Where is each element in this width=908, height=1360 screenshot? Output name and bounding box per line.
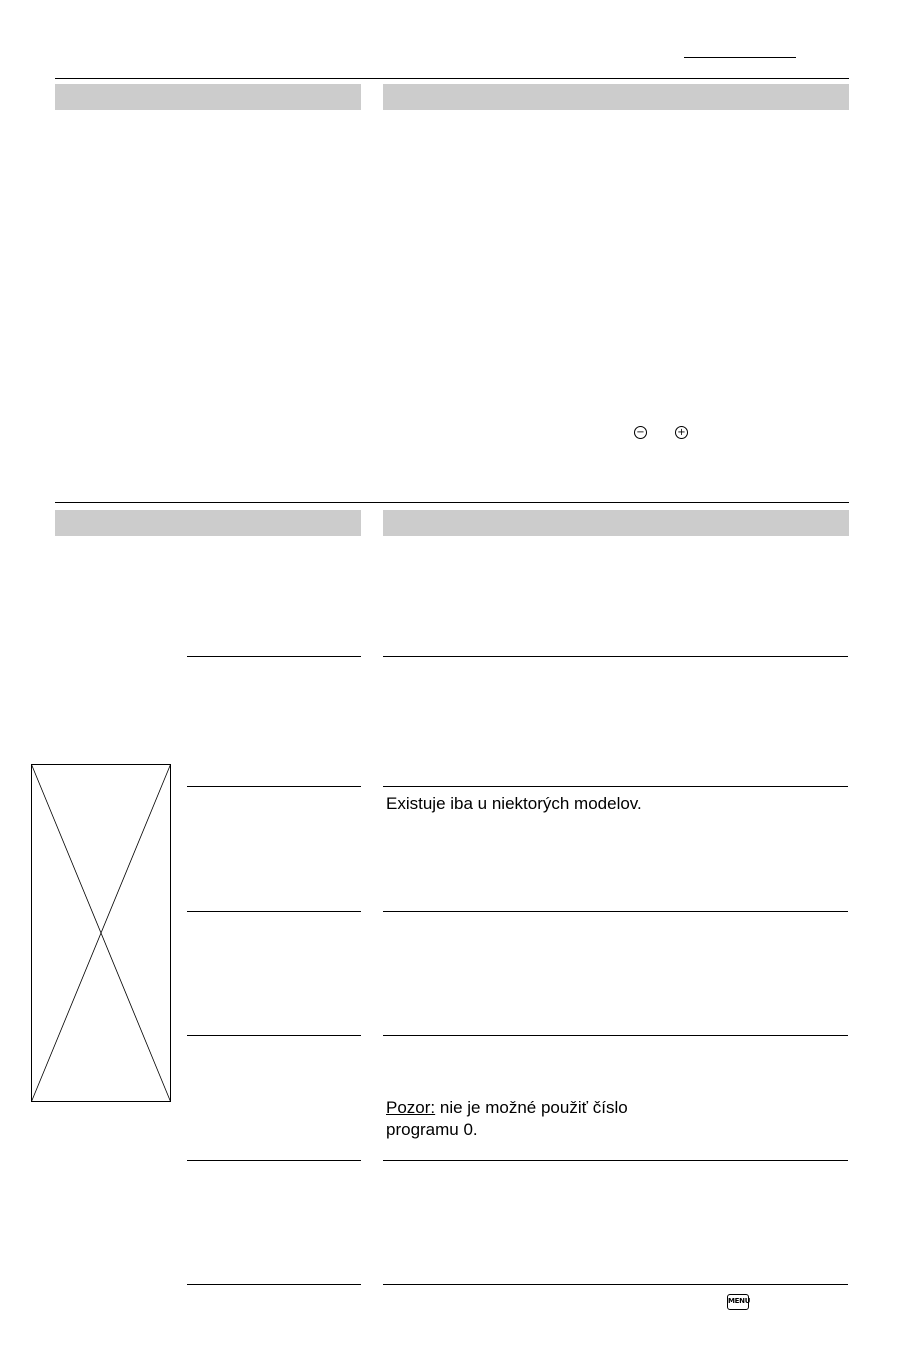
section1-top-rule xyxy=(55,78,849,79)
minus-button-icon xyxy=(634,426,647,439)
warning-text-line1: nie je možné použiť číslo xyxy=(435,1098,628,1117)
left-row-rule-2 xyxy=(187,786,361,787)
right-row-rule-5 xyxy=(383,1160,848,1161)
warning-label: Pozor: xyxy=(386,1098,436,1117)
header-short-rule xyxy=(684,57,796,58)
plus-glyph: + xyxy=(677,427,686,438)
right-row-rule-6 xyxy=(383,1284,848,1285)
warning-line-1 xyxy=(386,1096,628,1119)
menu-glyph: MENU xyxy=(728,1297,751,1305)
section2-right-header-bar xyxy=(383,510,849,536)
image-placeholder xyxy=(31,764,171,1102)
minus-glyph: − xyxy=(636,427,645,438)
right-row-rule-3 xyxy=(383,911,848,912)
models-note: Existuje iba u niektorých modelov. xyxy=(386,794,642,813)
left-row-rule-6 xyxy=(187,1284,361,1285)
menu-button-icon xyxy=(727,1294,749,1310)
left-row-rule-5 xyxy=(187,1160,361,1161)
right-row-rule-1 xyxy=(383,656,848,657)
left-row-rule-3 xyxy=(187,911,361,912)
section2-top-rule xyxy=(55,502,849,503)
right-row-rule-2 xyxy=(383,786,848,787)
left-row-rule-4 xyxy=(187,1035,361,1036)
warning-line-2: programu 0. xyxy=(386,1120,478,1139)
left-row-rule-1 xyxy=(187,656,361,657)
section2-left-header-bar xyxy=(55,510,361,536)
section1-right-header-bar xyxy=(383,84,849,110)
right-row-rule-4 xyxy=(383,1035,848,1036)
plus-button-icon xyxy=(675,426,688,439)
section1-left-header-bar xyxy=(55,84,361,110)
